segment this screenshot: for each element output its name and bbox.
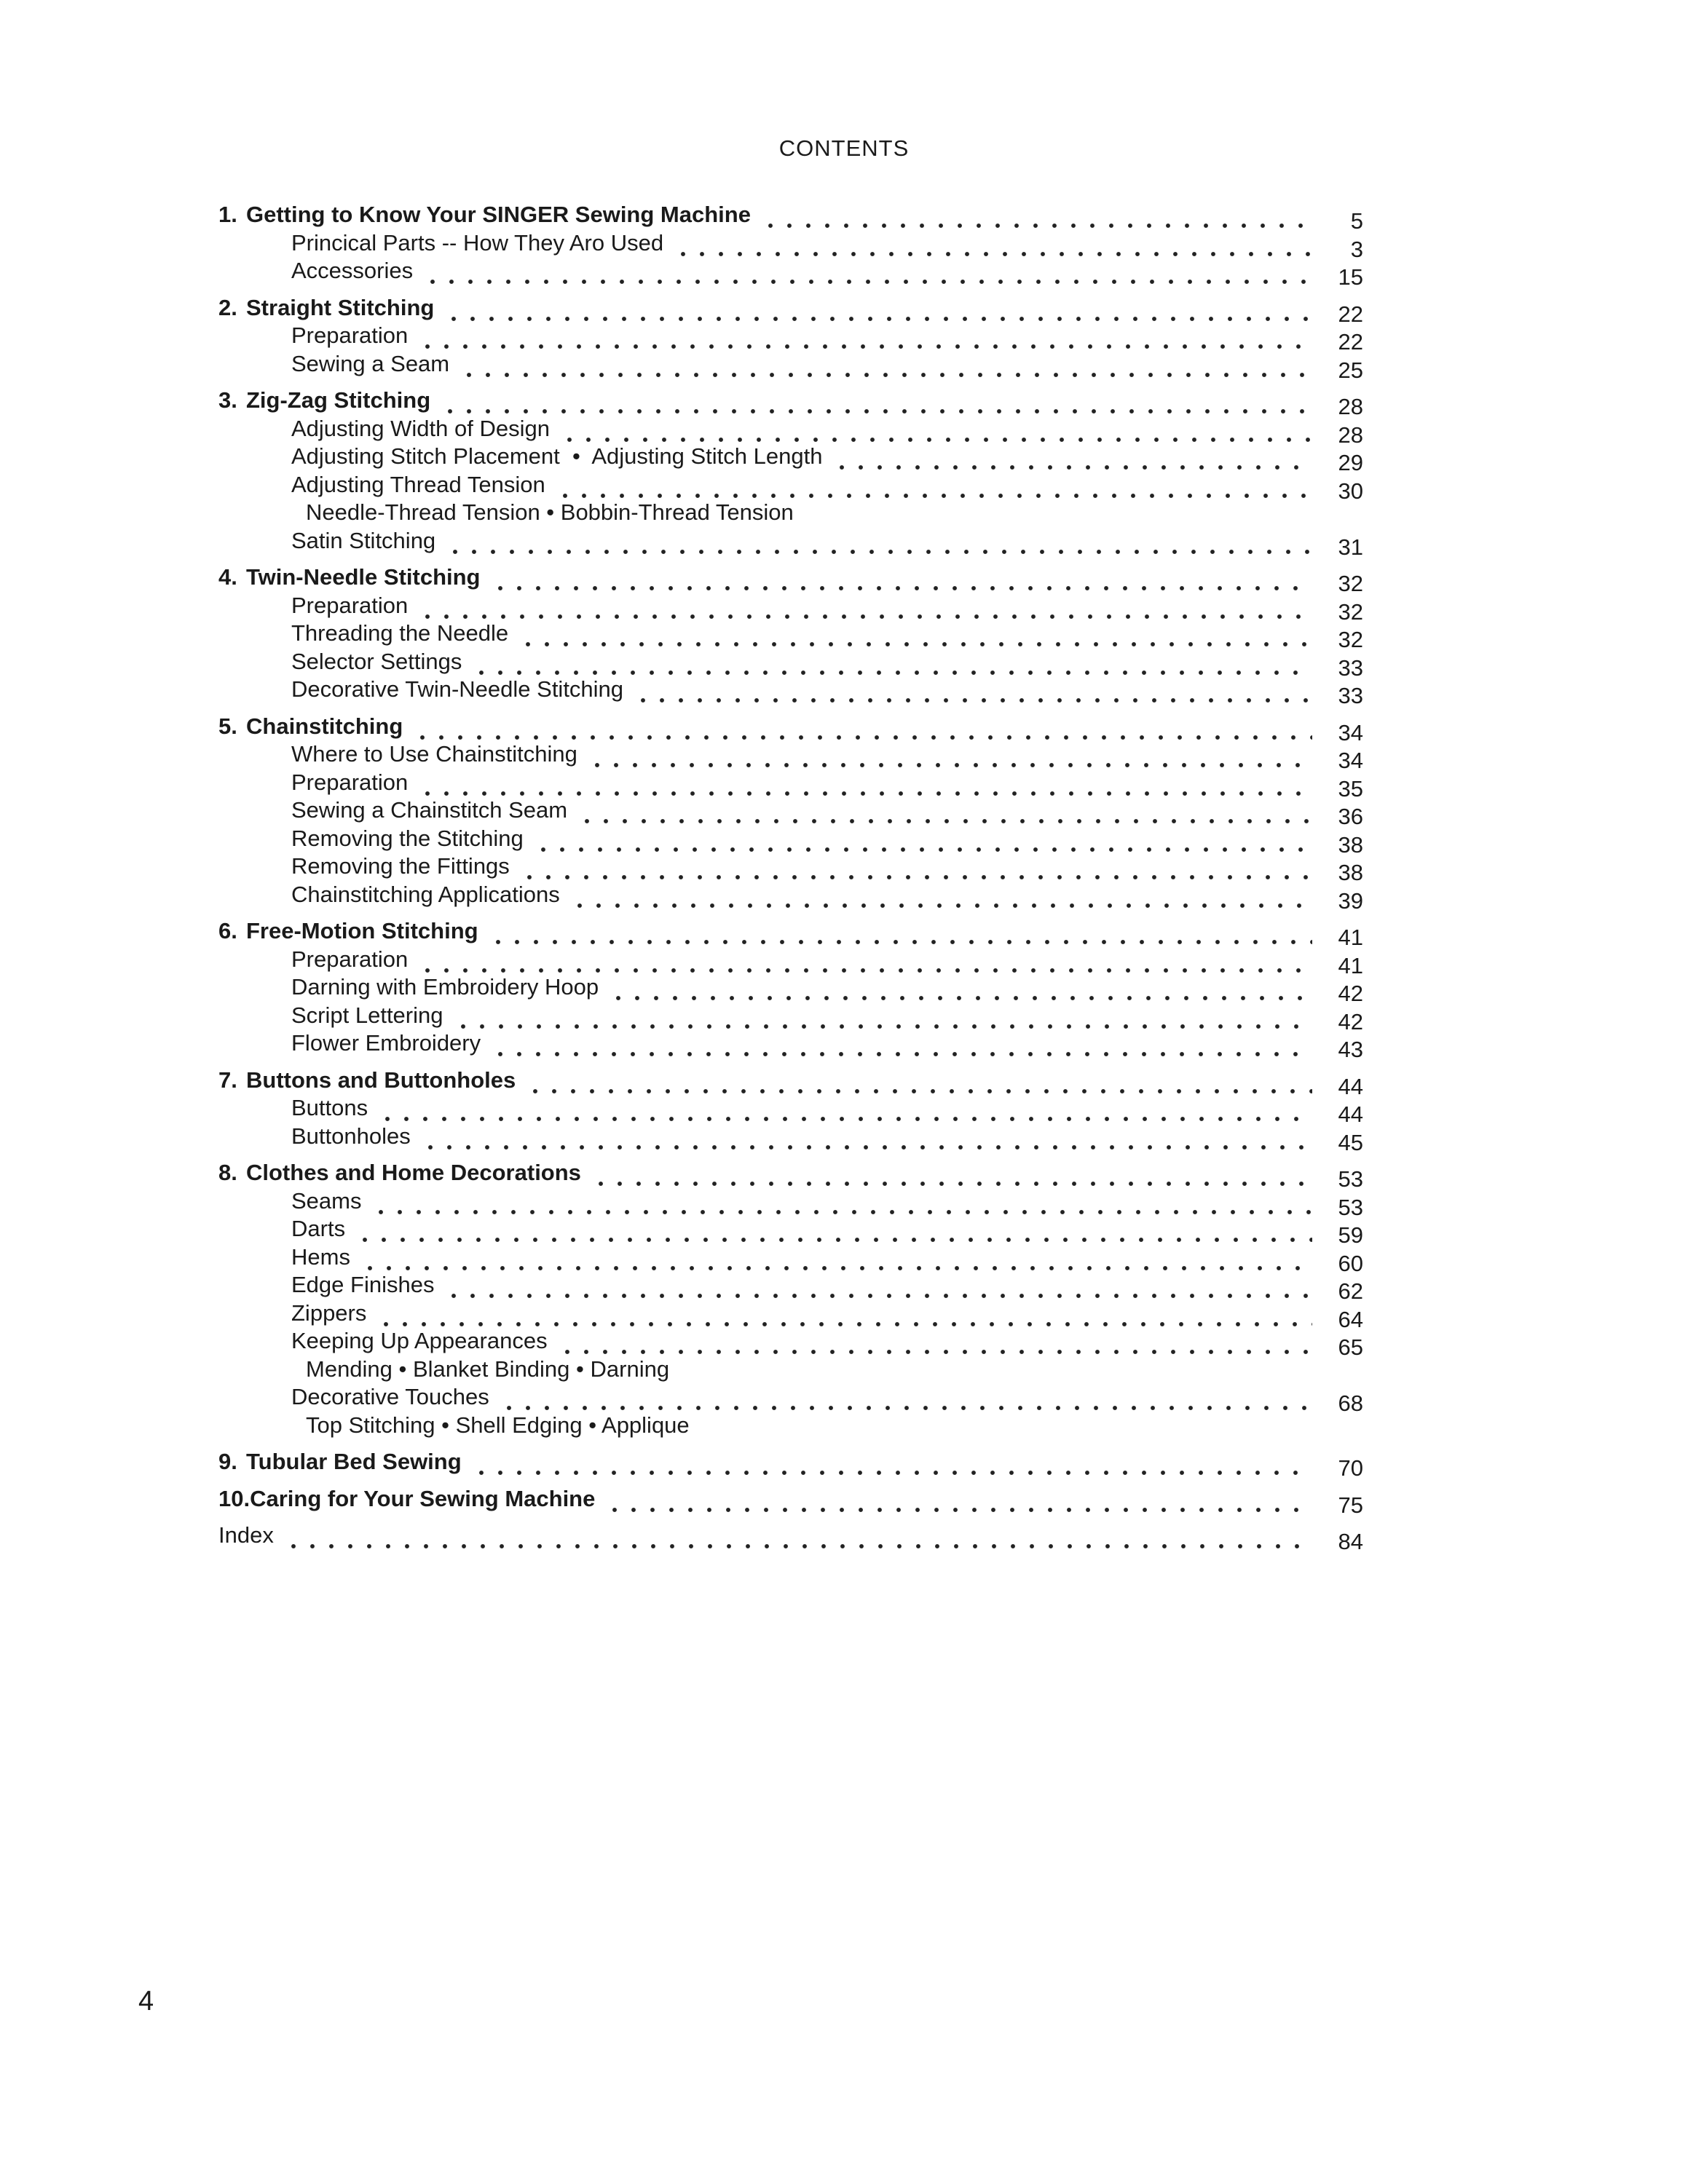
entry-title: Decorative Twin-Needle Stitching [291,676,624,702]
toc-entry [218,973,1363,1006]
page-ref: 25 [1338,357,1363,383]
chapter-number: 10. [218,1485,251,1511]
dot-leader [605,1485,1312,1514]
dot-leader [454,1002,1313,1030]
page-ref: 35 [1338,775,1363,802]
toc-entry [218,1299,1363,1332]
chapter-title: Clothes and Home Decorations [246,1160,581,1185]
entry-title: Sewing a Seam [291,350,450,376]
dot-leader [761,201,1312,229]
page-ref: 44 [1338,1073,1363,1099]
toc-entry [218,1271,1363,1304]
page-ref: 68 [1338,1390,1363,1416]
chapter-title: Free-Motion Stitching [246,918,478,943]
dot-leader [634,676,1312,704]
page-ref: 34 [1338,748,1363,773]
page-ref: 42 [1338,981,1363,1006]
page-ref: 45 [1338,1129,1363,1155]
toc-entry [218,527,1363,560]
chapter-entry [218,387,1363,419]
toc-entry [218,322,1363,355]
toc-entry [218,1187,1363,1220]
entry-title: Sewing a Chainstitch Seam [291,797,568,823]
page-ref: 5 [1350,208,1363,234]
page-ref: 28 [1338,422,1363,448]
toc-section [218,1448,1363,1481]
toc-entry [218,1243,1363,1276]
sub-topic-line [218,1412,1363,1440]
page-ref: 32 [1338,627,1363,652]
dot-leader [444,1271,1312,1299]
sub-topic-line [218,1356,1363,1384]
toc-entry [218,676,1363,708]
entry-title: Threading the Needle [291,620,509,646]
page-ref: 3 [1350,236,1363,262]
dot-leader [418,322,1312,350]
chapter-entry [218,563,1363,596]
chapter-number: 8. [218,1160,237,1185]
page-ref: 33 [1338,654,1363,681]
toc-entry [218,1383,1363,1416]
dot-leader [588,740,1312,769]
page-ref: 53 [1338,1194,1363,1220]
chapter-entry [218,201,1363,234]
toc-entry [218,415,1363,448]
dot-leader [444,294,1312,323]
toc-entry [218,443,1363,475]
dot-leader [520,852,1312,881]
page-ref: 34 [1338,719,1363,745]
page-title: CONTENTS [778,135,910,161]
page-ref: 39 [1338,887,1363,914]
dot-leader [418,946,1312,974]
dot-leader [500,1383,1312,1412]
page-ref: 44 [1338,1101,1363,1127]
chapter-number: 5. [218,713,237,739]
page-ref: 65 [1338,1334,1363,1360]
dot-leader [609,973,1312,1002]
chapter-number: 1. [218,202,237,227]
dot-leader [376,1299,1312,1328]
dot-leader [472,648,1312,676]
chapter-title: Buttons and Buttonholes [246,1067,516,1093]
chapter-title: Tubular Bed Sewing [246,1449,462,1474]
entry-title: Zippers [291,1299,367,1326]
dot-leader [446,527,1312,555]
entry-title: Buttons [291,1095,368,1120]
toc-entry [218,796,1363,829]
toc-entry [218,1327,1363,1360]
entry-title: Satin Stitching [291,527,436,553]
entry-title: Seams [291,1187,362,1214]
dot-leader [556,471,1312,499]
page-ref: 32 [1338,571,1363,596]
toc-entry [218,648,1363,681]
dot-leader [460,350,1312,379]
toc-section [218,387,1363,560]
page-ref: 62 [1338,1278,1363,1304]
page-number: 4 [138,1986,154,2017]
chapter-title: Getting to Know Your SINGER Sewing Machine [246,202,751,227]
page-ref: 36 [1338,804,1363,829]
entry-title: Adjusting Width of Design [291,415,550,441]
page-ref: 29 [1338,450,1363,475]
toc-section [218,294,1363,383]
toc-section [218,713,1363,914]
dot-leader [832,443,1312,471]
dot-leader [378,1094,1312,1123]
toc-entry [218,1002,1363,1034]
dot-leader [489,917,1312,946]
entry-title: Removing the Fittings [291,853,510,879]
entry-title: Keeping Up Appearances [291,1328,548,1353]
page-ref: 33 [1338,683,1363,708]
page-ref: 41 [1338,952,1363,978]
toc-section [218,1067,1363,1155]
toc-entry [218,881,1363,914]
chapter-entry [218,1485,1363,1518]
dot-leader [491,1029,1312,1058]
page-ref: 28 [1338,394,1363,419]
entry-title: Chainstitching Applications [291,881,560,907]
table-of-contents [218,201,1363,1554]
index-entry [218,1522,1363,1554]
sub-topic-line [218,499,1363,527]
chapter-number: 7. [218,1067,237,1093]
dot-leader [577,796,1312,825]
entry-title: Princical Parts -- How They Aro Used [291,229,664,256]
toc-entry [218,946,1363,978]
dot-leader [526,1067,1312,1095]
page-ref: 22 [1338,329,1363,355]
chapter-title: Twin-Needle Stitching [246,564,481,590]
entry-title: Script Lettering [291,1002,443,1028]
chapter-entry [218,713,1363,745]
page-ref: 59 [1338,1222,1363,1248]
entry-title: Buttonholes [291,1123,411,1149]
toc-entry [218,620,1363,652]
page-ref: 75 [1338,1492,1363,1518]
dot-leader [284,1522,1312,1550]
chapter-entry [218,1067,1363,1099]
entry-title: Adjusting Thread Tension [291,471,545,497]
dot-leader [558,1327,1312,1356]
page-ref: 64 [1338,1306,1363,1332]
dot-leader [674,229,1312,258]
toc-section [218,201,1363,290]
page-ref: 43 [1338,1037,1363,1062]
entry-title: Preparation [291,592,409,618]
entry-title: Needle-Thread Tension • Bobbin-Thread Tension [306,499,794,525]
dot-leader [418,592,1312,620]
entry-title: Edge Finishes [291,1272,435,1297]
dot-leader [441,387,1312,415]
toc-entry [218,825,1363,858]
toc-section [218,563,1363,708]
dot-leader [560,415,1312,443]
page-ref: 41 [1338,925,1363,950]
page-ref: 38 [1338,831,1363,858]
dot-leader [591,1159,1312,1187]
page-ref: 22 [1338,301,1363,327]
dot-leader [371,1187,1312,1216]
entry-title: Decorative Touches [291,1384,489,1409]
toc-section [218,1485,1363,1518]
chapter-number: 2. [218,294,237,320]
entry-title: Preparation [291,946,409,972]
page-ref: 31 [1338,534,1363,560]
toc-section [218,1159,1363,1439]
toc-section [218,917,1363,1062]
toc-entry [218,471,1363,504]
entry-title: Where to Use Chainstitching [291,741,577,767]
chapter-number: 6. [218,918,237,943]
chapter-entry [218,1159,1363,1192]
dot-leader [570,881,1312,909]
toc-entry [218,1094,1363,1127]
dot-leader [518,620,1312,648]
entry-title: Mending • Blanket Binding • Darning [306,1356,670,1382]
page-ref: 38 [1338,860,1363,885]
dot-leader [472,1448,1312,1476]
toc-entry [218,229,1363,262]
page-ref: 70 [1338,1455,1363,1481]
chapter-number: 3. [218,387,237,413]
dot-leader [534,825,1312,853]
page-ref: 42 [1338,1008,1363,1034]
entry-title: Darning with Embroidery Hoop [291,974,599,1000]
index-title: Index [218,1522,274,1548]
entry-title: Preparation [291,769,409,795]
chapter-title: Chainstitching [246,713,403,739]
toc-entry [218,769,1363,802]
entry-title: Hems [291,1243,350,1270]
toc-entry [218,740,1363,773]
page-ref: 30 [1338,478,1363,504]
dot-leader [491,563,1313,592]
dot-leader [360,1243,1312,1272]
toc-entry [218,1029,1363,1062]
chapter-number: 4. [218,564,237,590]
dot-leader [421,1123,1312,1151]
page-ref: 84 [1338,1529,1363,1554]
chapter-entry [218,294,1363,327]
entry-title: Removing the Stitching [291,825,524,851]
entry-title: Selector Settings [291,648,462,674]
dot-leader [413,713,1312,741]
chapter-title: Straight Stitching [246,294,435,320]
entry-title: Preparation [291,323,409,348]
toc-entry [218,1123,1363,1155]
chapter-entry [218,917,1363,950]
entry-title: Accessories [291,258,414,283]
entry-title: Top Stitching • Shell Edging • Applique [306,1412,690,1438]
dot-leader [423,257,1312,285]
chapter-title: Zig-Zag Stitching [246,387,431,413]
entry-title: Flower Embroidery [291,1030,481,1056]
dot-leader [418,769,1312,797]
toc-entry [218,852,1363,885]
entry-title: Adjusting Stitch Placement • Adjusting Stitch Length [291,443,823,469]
toc-entry [218,1215,1363,1248]
toc-entry [218,592,1363,625]
chapter-number: 9. [218,1449,237,1474]
toc-entry [218,257,1363,290]
entry-title: Darts [291,1216,346,1241]
chapter-title: Caring for Your Sewing Machine [250,1485,596,1511]
dot-leader [355,1215,1312,1243]
chapter-entry [218,1448,1363,1481]
page-ref: 15 [1338,264,1363,290]
page-ref: 53 [1338,1166,1363,1192]
page-ref: 32 [1338,598,1363,625]
page-ref: 60 [1338,1250,1363,1276]
toc-entry [218,350,1363,383]
